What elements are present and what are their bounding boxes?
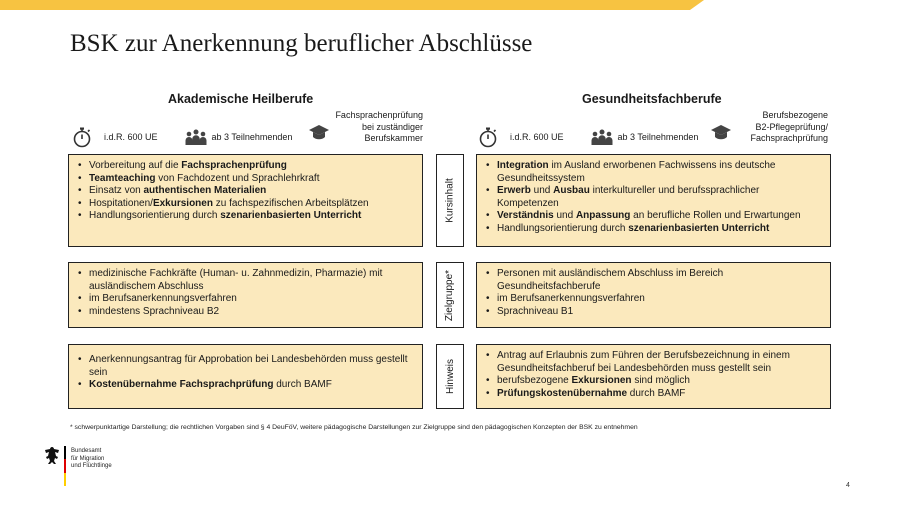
zielgruppe-box-right [476,262,831,328]
column-heading-right: Gesundheitsfachberufe [582,92,722,106]
bullet-item: • Einsatz von authentischen Materialien [89,185,414,198]
bullet-item: • Kostenübernahme Fachsprachprüfung durch BAMF [89,379,414,392]
bullet-item: • Integration im Ausland erworbenen Fachwissens ins deutsche Gesundheitssystem [497,160,822,185]
bullet-item: • Antrag auf Erlaubnis zum Führen der Berufsbezeichnung in einem Gesundheitsfachberuf bei Landesbehörden muss gestellt sein [497,350,822,375]
bullet-item: • Hospitationen/Exkursionen zu fachspezifischen Arbeitsplätzen [89,198,414,211]
bullet-item: • Verständnis und Anpassung an berufliche Rollen und Erwartungen [497,210,822,223]
participant-count: ab 3 Teilnehmenden [617,132,699,142]
bullet-item: • im Berufsanerkennungsverfahren [497,293,822,306]
zielgruppe-box-left [68,262,423,328]
top-accent-band [0,0,900,10]
bullet-item: • Sprachniveau B1 [497,306,822,319]
participants-icon [590,128,614,146]
stopwatch-icon [478,126,498,148]
bullet-item: • Anerkennungsantrag für Approbation bei Landesbehörden muss gestellt sein [89,354,414,379]
bullet-item: • im Berufsanerkennungsverfahren [89,293,414,306]
participant-count: ab 3 Teilnehmenden [211,132,293,142]
row-label-zielgruppe: Zielgruppe* [436,262,464,328]
bullet-item: • Personen mit ausländischem Abschluss im Bereich Gesundheitsfachberufe [497,268,822,293]
row-label-hinweis: Hinweis [436,344,464,409]
course-duration: i.d.R. 600 UE [104,132,158,142]
federal-eagle-icon [44,446,60,466]
page-number: 4 [846,482,850,489]
footnote: * schwerpunktartige Darstellung; die rechtlichen Vorgaben sind § 4 DeuFöV, weitere pädagogische Darstellungen zur Zielgruppe sind den pädagogischen Konzepten der BSK zu entnehmen [70,424,638,431]
graduation-cap-icon [710,124,732,142]
exam-info-right: Berufsbezogene B2-Pflegeprüfung/ Fachsprachprüfung [750,110,828,143]
bullet-item: • mindestens Sprachniveau B2 [89,306,414,319]
kursinhalt-box-left [68,154,423,247]
bamf-logo [44,446,112,486]
page-title: BSK zur Anerkennung beruflicher Abschlüsse [70,30,533,57]
bullet-item: • Handlungsorientierung durch szenarienbasierten Unterricht [89,210,414,223]
course-meta-left [72,122,304,152]
stopwatch-icon [72,126,92,148]
row-label-kursinhalt: Kursinhalt [436,154,464,247]
bullet-item: • Handlungsorientierung durch szenarienbasierten Unterricht [497,223,822,236]
hinweis-box-left [68,344,423,409]
column-heading-left: Akademische Heilberufe [168,92,314,106]
logo-text: Bundesamt für Migration und Flüchtlinge [71,448,112,469]
bullet-item: • Prüfungskostenübernahme durch BAMF [497,388,822,401]
exam-info-left: Fachsprachenprüfung bei zuständiger Berufskammer [335,110,423,143]
bullet-item: • Erwerb und Ausbau interkultureller und berufssprachlicher Kompetenzen [497,185,822,210]
course-meta-right [478,122,710,152]
bullet-item: • Teamteaching von Fachdozent und Sprachlehrkraft [89,173,414,186]
bullet-item: • berufsbezogene Exkursionen sind möglich [497,375,822,388]
bullet-item: • medizinische Fachkräfte (Human- u. Zahnmedizin, Pharmazie) mit ausländischem Abschluss [89,268,414,293]
course-duration: i.d.R. 600 UE [510,132,564,142]
hinweis-box-right [476,344,831,409]
participants-icon [184,128,208,146]
flag-stripe [64,446,66,486]
bullet-item: • Vorbereitung auf die Fachsprachenprüfung [89,160,414,173]
kursinhalt-box-right [476,154,831,247]
